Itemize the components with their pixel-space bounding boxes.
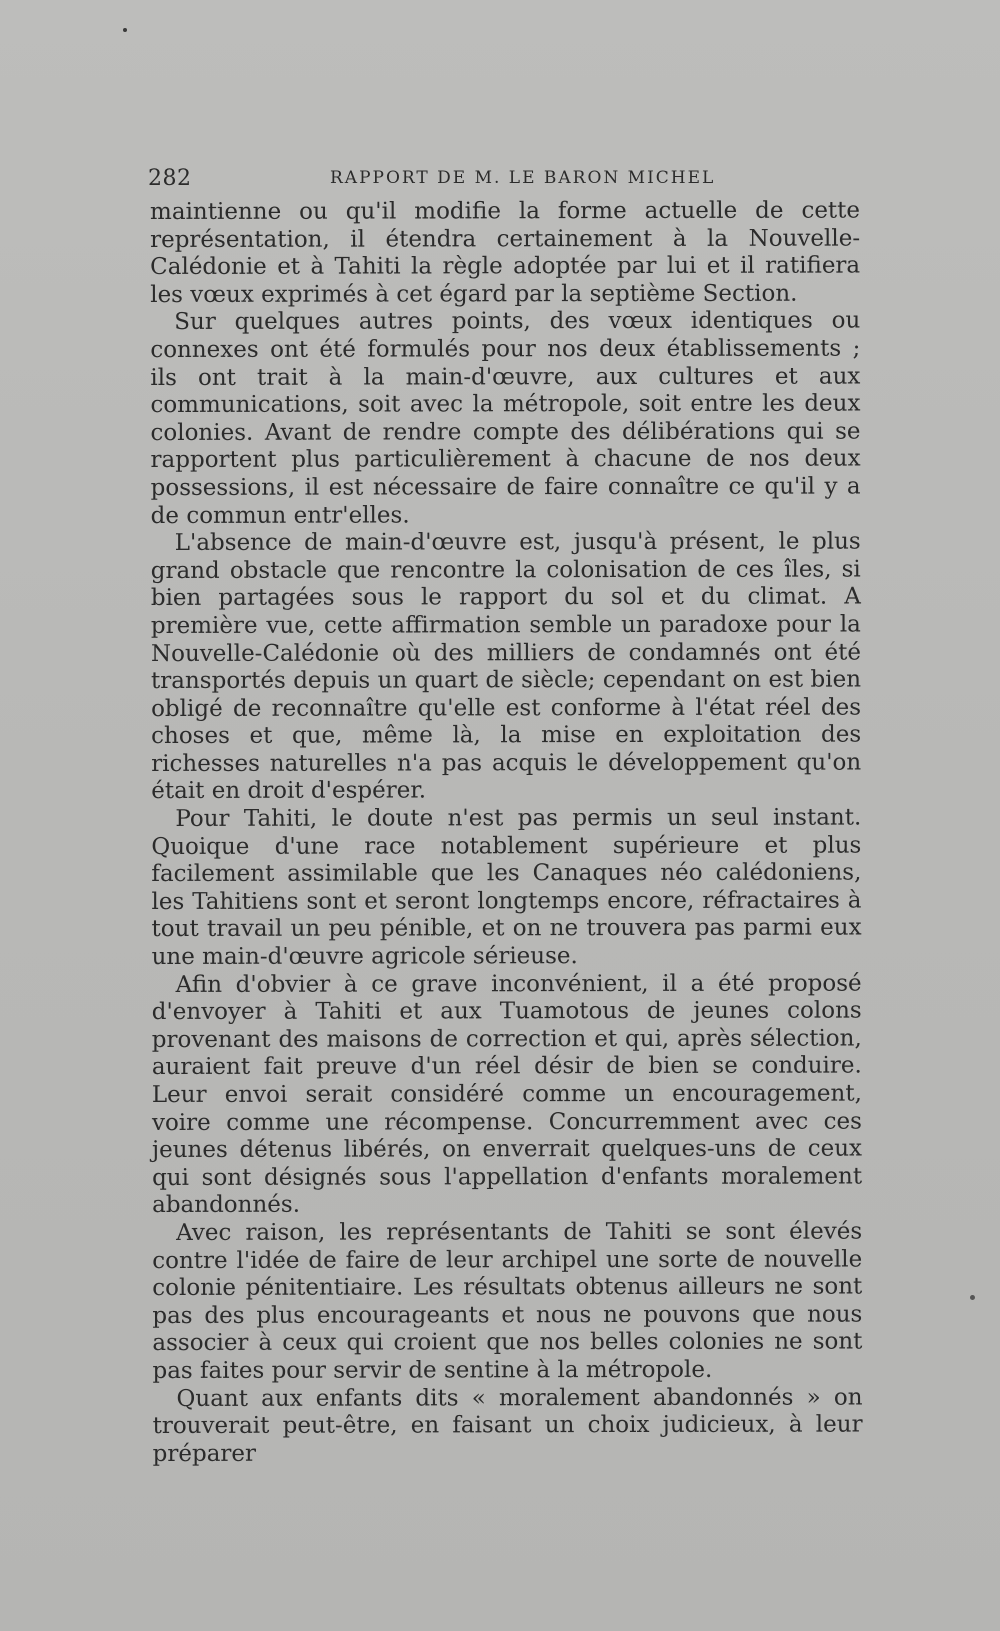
ink-speck [970,1295,975,1300]
paragraph: maintienne ou qu'il modifie la forme actuelle de cette représentation, il étendra certainement à la Nouvelle-Calédonie et à Tahiti la règle adoptée par lui et il ratifiera les vœux exprimés à cet égard par la septième Section. [150,197,861,308]
page-header [148,166,853,196]
ink-speck [123,28,127,32]
paragraph: L'absence de main-d'œuvre est, jusqu'à présent, le plus grand obstacle que rencontre la colonisation de ces îles, si bien partagées sous le rapport du sol et du climat. A première vue, cette affirmation semble un paradoxe pour la Nouvelle-Calédonie où des milliers de condamnés ont été transportés depuis un quart de siècle; cependant on est bien obligé de reconnaître qu'elle est conforme à l'état réel des choses et que, même là, la mise en exploitation des richesses naturelles n'a pas acquis le développement qu'on était en droit d'espérer. [150,528,862,805]
page-number: 282 [148,166,192,191]
running-title: RAPPORT DE M. LE BARON MICHEL [330,168,716,188]
paragraph: Afin d'obvier à ce grave inconvénient, il a été proposé d'envoyer à Tahiti et aux Tuamotous de jeunes colons provenant des maisons de correction et qui, après sélection, auraient fait preuve d'un réel désir de bien se conduire. Leur envoi serait considéré comme un encouragement, voire comme une récompense. Concurremment avec ces jeunes détenus libérés, on enverrait quelques-uns de ceux qui sont désignés sous l'appellation d'enfants moralement abandonnés. [151,970,863,1219]
paragraph: Avec raison, les représentants de Tahiti se sont élevés contre l'idée de faire de leur archipel une sorte de nouvelle colonie pénitentiaire. Les résultats obtenus ailleurs ne sont pas des plus encourageants et nous ne pouvons que nous associer à ceux qui croient que nos belles colonies ne sont pas faites pour servir de sentine à la métropole. [152,1218,863,1384]
body-text [150,198,863,1469]
paragraph: Quant aux enfants dits « moralement abandonnés » on trouverait peut-être, en faisant un choix judicieux, à leur préparer [152,1384,863,1467]
paragraph: Pour Tahiti, le doute n'est pas permis un seul instant. Quoique d'une race notablement supérieure et plus facilement assimilable que les Canaques néo calédoniens, les Tahitiens sont et seront longtemps encore, réfractaires à tout travail un peu pénible, et on ne trouvera pas parmi eux une main-d'œuvre agricole sérieuse. [151,804,862,971]
paragraph: Sur quelques autres points, des vœux identiques ou connexes ont été formulés pour nos deux établissements ; ils ont trait à la main-d'œuvre, aux cultures et aux communications, soit avec la métropole, soit entre les deux colonies. Avant de rendre compte des délibérations qui se rapportent plus particulièrement à chacune de nos deux possessions, il est nécessaire de faire connaître ce qu'il y a de commun entr'elles. [150,307,861,529]
